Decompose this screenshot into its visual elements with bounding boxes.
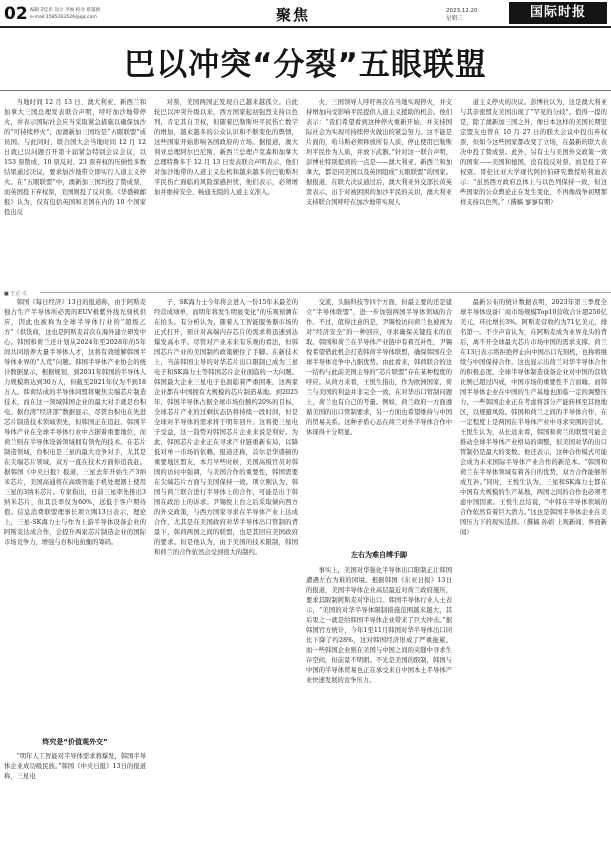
article-column-4 — [460, 98, 607, 286]
paragraph: 交流、头脑科技等四个方面，但最主要的还是建立“半导体联盟”，进一步加强两国半导体领域的合作。不过，值得注意的是，尹锡悦访问荷兰也被视为对“经济安全”的一种回应，寻求确保关键技术的获取。韩国和荷兰在半导体产业链中有着互补性，尹锡悦希望借此机会打造韩荷半导体联盟，确保韩国在全球半导体竞争中占据优势。由此看来，韩荷联合的这一结构与此前美国主导的“芯片联盟”存在某种程度的呼应。从荷方来看，王悦生指出，作为欧洲国家，荷兰与美国的利益并非完全一致，在对华出口管制问题上，荷兰也有自己的考量。例如，荷兰政府一方面遵循美国的出口管制要求，另一方面也希望维持与中国的贸易关系。这种矛盾心态在荷兰对外半导体合作中体现得十分明显。 — [306, 299, 452, 436]
section-title: 聚焦 — [276, 6, 311, 24]
paragraph: 火，三国领导人呼吁再次在当地实现停火，并支持增加向受影响平民提供人道主义援助的机会。他们表示：“我们希望看到这种停火重新开始，并支持国际社会为实现可持续停火做出的紧急努力。这不能是片面的，哈马斯必须释放所有人质，停止使用巴勒斯坦平民作为人质，并放下武器。”针对这一联合声明，彭博社特别提到的一点是——澳大利亚、新西兰和加拿大，都是同美国以及英国组成“五眼联盟”的国家。据报道，在联大决议通过后，澳大利亚外交部长黄英贤表示，出于对被困困的加沙平民的关切，澳大利亚支持联合国呼吁在加沙地带实现人 — [306, 99, 452, 206]
paragraph: “明年人工智能对半导体需求将爆发，韩国半导体企业成功吸民族。”韩国《中央日报》13日的报道称，三星电 — [4, 753, 146, 780]
newspaper-logo: 国际时报 — [509, 2, 607, 24]
headline-rule — [0, 90, 611, 91]
lower-column-1-continued — [4, 752, 146, 842]
weekday: 星期三 — [446, 16, 463, 22]
lower-column-1 — [4, 298, 146, 730]
subhead-dilemma: 左右为难自缚手脚 — [351, 551, 407, 559]
staff-email: e-mail:1585263526@qq.com — [30, 15, 97, 20]
lower-column-4 — [460, 298, 607, 842]
headline: 巴以冲突“分裂”五眼联盟 — [124, 47, 487, 83]
issue-date — [446, 7, 478, 23]
byline: ■ 王正·文 — [4, 291, 27, 297]
paragraph: 事实上，美国对华强化半导体出口限制正让韩国遭遇左右为难的困境。根据韩国《东亚日报》13日的报道，美国半导体企业高层最近对荷兰政府施压，要求其限制阿斯麦对华出口。韩国半导体行业人士表示，“美国的对华半导体限制措施范围越来越大，其后果之一就是给韩国半导体企业带来了巨大冲击。”据韩国官方统计，今年1至11月韩国对华半导体出口同比下降了约28%，这对韩国经济形成了严重拖累。而一些韩国企业则在美国与中国之间的夹缝中寻求生存空间，但前景不明朗。不光是美国的限制，韩国与中国的半导体贸易也正在承受来自中国本土半导体产业快速发展的竞争压力。 — [306, 567, 452, 684]
staff-credits — [30, 7, 100, 21]
staff-names: 编辑 Z佳彤 设计 李俊 校对 蔡越鸥 — [30, 8, 101, 13]
article-column-2 — [154, 98, 298, 286]
lower-column-3-continued — [306, 566, 452, 842]
paragraph: 当地时间 12 月 13 日，澳大利亚、新西兰和加拿大三国总理发表联合声明，呼吁加沙地带停火，并表示国际社会应当采取紧急措施以确保加沙的“可持续停火”，而澳新加三国均是“五眼联盟”成员国。与此同时，联合国大会当地时间 12 月 12 日就已以问题召开第十届紧急特别会议会议，以 153 票赞成、10 票反对、23 票弃权的压倒性多数结果通过决议，要求加沙地带立即实行人道主义停火。在“五眼联盟”中，澳新加三国均投了赞成票，而英国投下弃权票，美国则投了反对票。《华盛顿邮报》认为，仅有包括英国和美国在内的 10 个国家投出反 — [4, 99, 146, 216]
lower-column-2 — [154, 298, 298, 842]
masthead-rule — [0, 26, 611, 28]
subhead-value-diplomacy: 终究是“价值观外交” — [42, 738, 108, 746]
paragraph: 子、SK海力士今年将会进入一份15年未最差的经营成绩单，而明年将发生明显变化“的乐观预测在在抬头。有分析认为，随着人工智能服务器市场的正式打开，预计对高端内存芯片的需求将迅速到达爆发高水平。尽管对产业未来有乐观的看法，但韩国芯片产业的美国制约政策硬住了手脚。在新技术上，当前韩国主导的对华芯片出口限制已成为三星电子和SK海力士等韩国芯片企业面临的一大问题。韩国最大企业三星电子也面临着严重困难，这两家企业都在中国拥有大规模的芯片制造基地。到2025年，韩国半导体占据全球市场份额约20%的目标，全球芯片产业的过剩状态仍将持续一段时间，但是全球对半导体的需求将于明年回升。这将使三星电子受益，这一趋势对韩国芯片企业来说是利好。为此，韩国芯片企业正在寻求产业链重新布局，以降低对单一市场的依赖。报道还称，首尔是华盛顿的重要地区盟友，本月早些时候，美国高级官员对韩国的访问中强调，与美国合作的重要性，韩国需要在尖端芯片方面与美国保持一致。项立刚认为，韩国与荷兰联合进行半导体上的合作，可能是出于韩国在政治上的诉求。尹锡悦上台之后采取倾向西方的外交政策，与西方国家寻求在半导体产业上达成合作，尤其是在美国政府对华半导体出口管制的背景下，韩荷两国之间的联盟，也是其回应美国政府的要求。但是他认为，由于美国的技术限制，韩国和荷兰的合作依然会受到很大的制约。 — [154, 299, 298, 556]
section-rule — [40, 292, 611, 293]
lower-column-3 — [306, 298, 452, 542]
paragraph: 最新公布的统计数据表明，2023年第三季度全球半导体设备厂商市场规模Top10营收合计超250亿美元，环比增长3%。阿斯麦营收约为71亿美元，排名第一。不少声音认为，在阿斯麦成为业界龙头的背后，离不开全球最大芯片市场中国的需求支撑。荷兰在13日表示将拒绝停止向中国出口光刻机，也称将继续与中国保持合作。这也显示出荷兰对华半导体合作的积极态度。全球半导体制造设备企业对中国的营收比例已超过四成，中国市场的重要性不言而喻。而韩国半导体企业在中国的生产基地也面临一定的调整压力，一些韩国企业正在考虑将部分产能转移至其他地区，以规避风险。韩国和荷兰之间的半导体合作，在一定程度上是两国在半导体产业中寻求突围的尝试。王悦生认为，从长远来看，韩国和荷兰的联盟可能会推动全球半导体产业格局的调整，但美国对华的出口管制仍是最大的变数。他还表示，这种合作模式可能会成为未来国际半导体产业合作的新范本。“韩国和荷兰在半导体领域有着各自的优势，双方合作能够形成互补。”同时，王悦生认为，三星和SK海力士都在中国有大规模的生产基地，两国之间的合作也必须考虑中国因素。王悦生总结说，“中韩在半导体领域的合作依然有着巨大潜力。”这也是韩国半导体企业在美国压力下的现实选择。（撰稿 孙娟 上观新闻、界面新闻） — [460, 299, 607, 536]
paragraph: 韩国《每日经济》13日的报道称，由于阿斯麦独占生产半导体所必需的EUV极紫外线光刻机供应，因此也被称为全球半导体行业的“超级乙方”（供货商，这也是阿斯麦首次在海外建立研发中心。韩国和荷兰还计划从2024年至2028年的5年间共同培养大量半导体人才，这将有效缓解韩国半导体业界的“人荒”问题。韩国半导体产业协会的统计数据显示，根据规划，到2031年韩国的半导体人力规模将达到30万人，但截至2021年仅为不到18万人。韩荷结成的半导体同盟将聚焦尖端芯片制造技术，而在这一领域韩国企业的最大对手就是台积电。据台湾“经济部”数据显示，尽管台积电在先进芯片制造技术领域领先，但韩国正在追赶。韩国半导体产业在全球半导体行业中占据着重要地位，而荷兰则在半导体设备领域拥有领先的技术。在芯片制造领域，台积电是三星的最大竞争对手，尤其是在尖端芯片领域，双方一直在技术方面你追我赶。据韩国《中央日报》报道，三星去年开始生产3纳米芯片，美国高通将在高级智能手机处理器上使用三星的3纳米芯片。专家指出，日前三星率先推出3纳米芯片，但其良率仅为60%，远低于客户期待值。信息消费联盟理事长项立刚13日表示，理论上，三星-SK海力士与作为上游半导体设备企业的阿斯麦达成合作，会提升两家芯片制造企业的国际市场竞争力，增强与台积电抗衡的筹码。 — [4, 299, 146, 546]
masthead — [0, 0, 611, 34]
paragraph: 道主义停火的决议。彭博社认为，这是澳大利亚与其亲密盟友美国出现了“罕见的分歧”。值得一提的是，除了澳新加三国之外，像日本这样的美国长期坚定盟友也曾在 10 月 27 日的联大会议中投出弃权票，但如今这些国家都改变了立场，在最新的联大表决中投了赞成票。此外，另有土与美国外交政策一致的国家——美国和德国，没有投反对票，而是投了弃权票。哥伦比亚大学现代阿拉伯研究教授哈利迪表示：“虽然西方政府总体上与以色列保持一致，但这些国家的公众舆论正在发生变化，不再像战争初期那样支持以色列。”（撰稿 寥寥有期） — [460, 99, 607, 206]
page-number: 02 — [4, 4, 28, 24]
paragraph: 对票，美国两国正发现自己越来越孤立。自此轮巴以冲突升级以来，西方国家起初强烈支持以色列，肯定其自卫权，但随着巴勒斯坦平民伤亡数字的增加，越来越多的公众认识和不断变化的舆情，这些国家开始影响各国政府的立场。据报道，澳大利亚总理阿尔巴尼斯、新西兰总理卢克森和加拿大总理特鲁多于 12 月 13 日发表联合声明表示，他们对加沙地带的人道主义危机和越来越多的巴勒斯坦平民伤亡面临的风险深感担忧，他们表示，必须增加并维持安全、畅通无阻的人道主义准入。 — [154, 99, 298, 196]
article-column-1 — [4, 98, 146, 286]
article-column-3 — [306, 98, 452, 286]
date: 2023.12.20 — [446, 8, 478, 14]
